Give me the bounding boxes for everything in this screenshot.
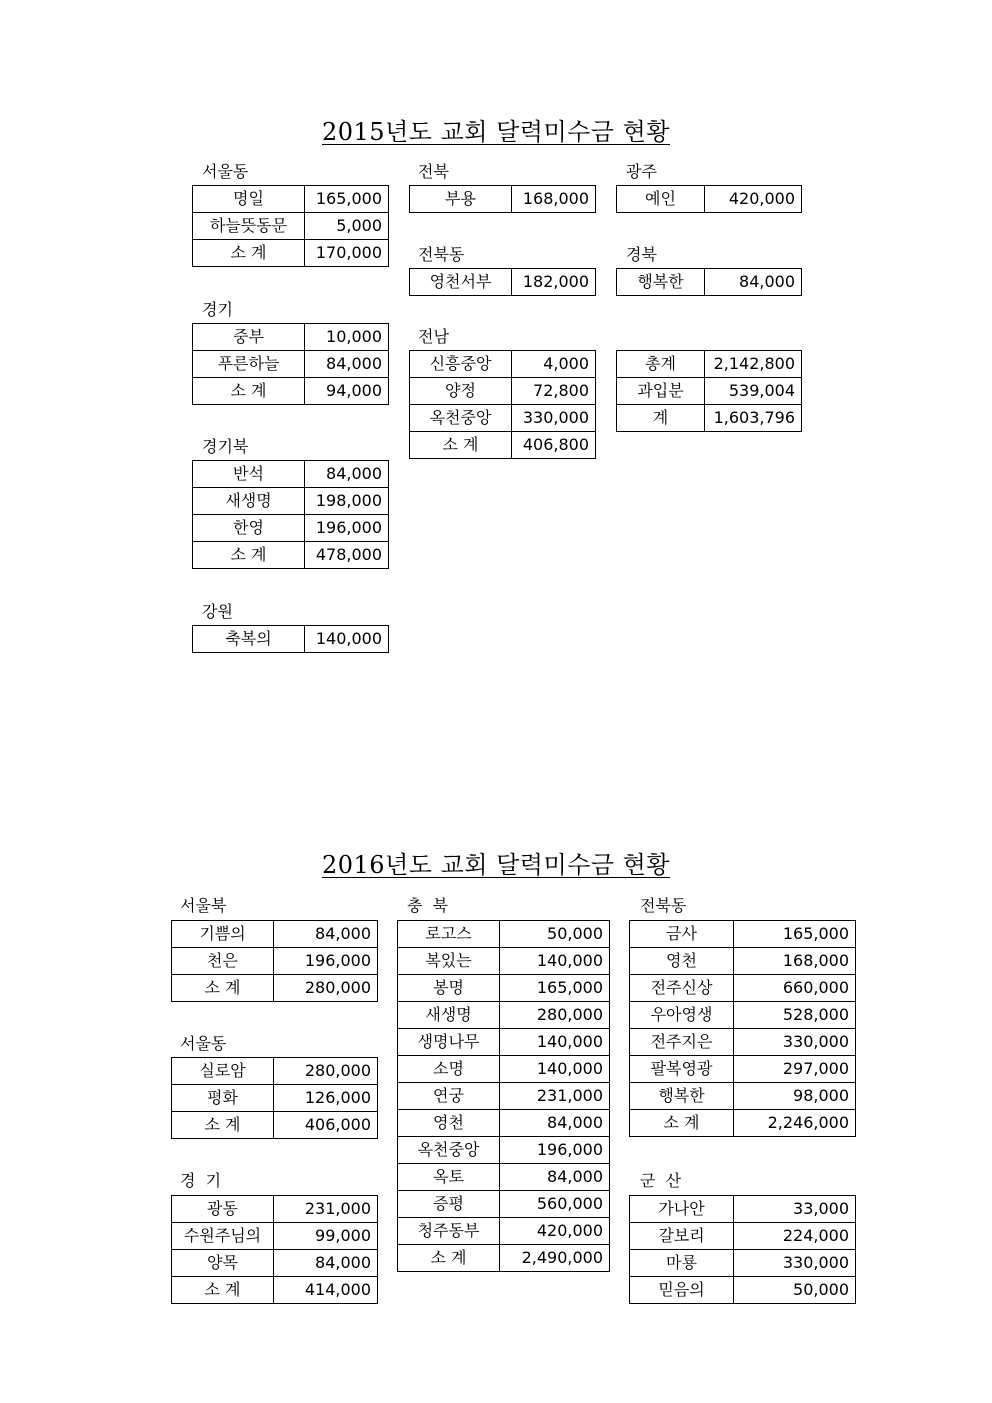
church-name-cell: 과입분	[617, 378, 705, 405]
table-row	[630, 1029, 856, 1056]
amount-cell: 182,000	[512, 269, 596, 296]
title-2016	[0, 850, 992, 880]
amount-cell: 94,000	[305, 378, 389, 405]
amount-cell: 165,000	[500, 975, 610, 1002]
church-name-cell: 평화	[172, 1085, 274, 1112]
church-name-cell: 양정	[410, 378, 512, 405]
table-row	[630, 1277, 856, 1304]
church-name-cell: 반석	[193, 461, 305, 488]
table-row	[630, 948, 856, 975]
amount-cell: 406,800	[512, 432, 596, 459]
table-row	[630, 975, 856, 1002]
church-name-cell: 명일	[193, 186, 305, 213]
church-name-cell: 생명나무	[398, 1029, 500, 1056]
church-name-cell: 새생명	[398, 1002, 500, 1029]
table-row	[398, 975, 610, 1002]
church-name-cell: 연궁	[398, 1083, 500, 1110]
amount-cell: 406,000	[274, 1112, 378, 1139]
table-row	[617, 186, 802, 213]
amount-cell: 140,000	[500, 1029, 610, 1056]
table-row	[410, 351, 596, 378]
amount-cell: 84,000	[274, 921, 378, 948]
church-name-cell: 우아영생	[630, 1002, 734, 1029]
section-label-2016-seoul-buk: 서울북	[180, 896, 227, 915]
table-row	[172, 1085, 378, 1112]
section-label-2016-chungbuk: 충 북	[407, 896, 449, 915]
amount-cell: 84,000	[500, 1164, 610, 1191]
amount-cell: 84,000	[274, 1250, 378, 1277]
amount-cell: 196,000	[305, 515, 389, 542]
table-2016-gunsan	[629, 1195, 856, 1304]
amount-cell: 660,000	[734, 975, 856, 1002]
table-2015-jeonbuk	[409, 185, 596, 213]
table-row	[617, 351, 802, 378]
section-label-2015-gwangju: 광주	[626, 162, 657, 181]
table-row	[630, 921, 856, 948]
church-name-cell: 소 계	[172, 975, 274, 1002]
table-row	[398, 921, 610, 948]
amount-cell: 560,000	[500, 1191, 610, 1218]
amount-cell: 478,000	[305, 542, 389, 569]
table-row	[398, 1110, 610, 1137]
table-row	[630, 1002, 856, 1029]
table-2016-seoul-dong	[171, 1057, 378, 1139]
amount-cell: 140,000	[305, 626, 389, 653]
amount-cell: 33,000	[734, 1196, 856, 1223]
table-row	[398, 1083, 610, 1110]
title-2016-text: 2016년도 교회 달력미수금 현황	[322, 851, 670, 879]
church-name-cell: 로고스	[398, 921, 500, 948]
section-label-2016-gunsan: 군 산	[640, 1171, 682, 1190]
amount-cell: 72,800	[512, 378, 596, 405]
church-name-cell: 전주지은	[630, 1029, 734, 1056]
amount-cell: 2,246,000	[734, 1110, 856, 1137]
amount-cell: 165,000	[305, 186, 389, 213]
table-row	[398, 1218, 610, 1245]
church-name-cell: 팔복영광	[630, 1056, 734, 1083]
church-name-cell: 새생명	[193, 488, 305, 515]
table-row	[398, 1002, 610, 1029]
table-row	[617, 269, 802, 296]
table-row	[172, 975, 378, 1002]
table-row	[172, 1196, 378, 1223]
church-name-cell: 신흥중앙	[410, 351, 512, 378]
table-2015-summary	[616, 350, 802, 432]
church-name-cell: 하늘뜻동문	[193, 213, 305, 240]
amount-cell: 528,000	[734, 1002, 856, 1029]
church-name-cell: 소 계	[172, 1277, 274, 1304]
church-name-cell: 기쁨의	[172, 921, 274, 948]
amount-cell: 231,000	[274, 1196, 378, 1223]
church-name-cell: 청주동부	[398, 1218, 500, 1245]
table-row	[398, 1164, 610, 1191]
amount-cell: 10,000	[305, 324, 389, 351]
amount-cell: 420,000	[500, 1218, 610, 1245]
church-name-cell: 증평	[398, 1191, 500, 1218]
church-name-cell: 소 계	[398, 1245, 500, 1272]
amount-cell: 165,000	[734, 921, 856, 948]
church-name-cell: 소명	[398, 1056, 500, 1083]
amount-cell: 330,000	[734, 1250, 856, 1277]
table-2015-jeonnam	[409, 350, 596, 459]
amount-cell: 198,000	[305, 488, 389, 515]
table-row	[193, 461, 389, 488]
amount-cell: 196,000	[500, 1137, 610, 1164]
amount-cell: 84,000	[305, 351, 389, 378]
table-row	[617, 405, 802, 432]
church-name-cell: 한영	[193, 515, 305, 542]
table-row	[630, 1110, 856, 1137]
table-2015-jeonbuk-dong	[409, 268, 596, 296]
church-name-cell: 믿음의	[630, 1277, 734, 1304]
church-name-cell: 부용	[410, 186, 512, 213]
amount-cell: 50,000	[734, 1277, 856, 1304]
church-name-cell: 봉명	[398, 975, 500, 1002]
amount-cell: 50,000	[500, 921, 610, 948]
section-label-2016-gyeonggi: 경 기	[180, 1171, 222, 1190]
church-name-cell: 수원주님의	[172, 1223, 274, 1250]
table-row	[193, 488, 389, 515]
church-name-cell: 옥천중앙	[398, 1137, 500, 1164]
table-row	[172, 921, 378, 948]
amount-cell: 280,000	[274, 975, 378, 1002]
table-2016-chungbuk	[397, 920, 610, 1272]
church-name-cell: 복있는	[398, 948, 500, 975]
table-row	[172, 948, 378, 975]
church-name-cell: 예인	[617, 186, 705, 213]
amount-cell: 420,000	[705, 186, 802, 213]
section-label-2015-gyeonggi-buk: 경기북	[202, 437, 249, 456]
church-name-cell: 금사	[630, 921, 734, 948]
amount-cell: 5,000	[305, 213, 389, 240]
table-row	[398, 1191, 610, 1218]
church-name-cell: 실로암	[172, 1058, 274, 1085]
church-name-cell: 광동	[172, 1196, 274, 1223]
table-row	[193, 324, 389, 351]
table-row	[410, 186, 596, 213]
table-row	[193, 240, 389, 267]
church-name-cell: 총계	[617, 351, 705, 378]
church-name-cell: 소 계	[172, 1112, 274, 1139]
amount-cell: 140,000	[500, 948, 610, 975]
amount-cell: 280,000	[500, 1002, 610, 1029]
amount-cell: 98,000	[734, 1083, 856, 1110]
church-name-cell: 마룡	[630, 1250, 734, 1277]
table-row	[398, 948, 610, 975]
church-name-cell: 가나안	[630, 1196, 734, 1223]
table-row	[172, 1277, 378, 1304]
section-label-2015-jeonbuk-dong: 전북동	[418, 245, 465, 264]
table-row	[410, 378, 596, 405]
amount-cell: 168,000	[512, 186, 596, 213]
amount-cell: 224,000	[734, 1223, 856, 1250]
amount-cell: 170,000	[305, 240, 389, 267]
table-row	[193, 186, 389, 213]
church-name-cell: 천은	[172, 948, 274, 975]
table-2016-jeonbuk-dong	[629, 920, 856, 1137]
table-row	[410, 405, 596, 432]
church-name-cell: 전주신상	[630, 975, 734, 1002]
table-row	[410, 432, 596, 459]
table-row	[410, 269, 596, 296]
section-label-2015-gyeongbuk: 경북	[626, 245, 657, 264]
table-row	[617, 378, 802, 405]
table-2015-gyeongbuk	[616, 268, 802, 296]
amount-cell: 280,000	[274, 1058, 378, 1085]
amount-cell: 330,000	[512, 405, 596, 432]
table-row	[193, 542, 389, 569]
table-row	[193, 626, 389, 653]
amount-cell: 140,000	[500, 1056, 610, 1083]
church-name-cell: 소 계	[193, 542, 305, 569]
church-name-cell: 영천	[398, 1110, 500, 1137]
section-label-2015-jeonnam: 전남	[418, 327, 449, 346]
church-name-cell: 소 계	[630, 1110, 734, 1137]
table-row	[172, 1223, 378, 1250]
table-row	[193, 515, 389, 542]
section-label-2015-seoul-dong: 서울동	[202, 162, 249, 181]
table-row	[172, 1058, 378, 1085]
church-name-cell: 양목	[172, 1250, 274, 1277]
table-row	[193, 378, 389, 405]
church-name-cell: 옥천중앙	[410, 405, 512, 432]
church-name-cell: 갈보리	[630, 1223, 734, 1250]
amount-cell: 99,000	[274, 1223, 378, 1250]
amount-cell: 539,004	[705, 378, 802, 405]
amount-cell: 2,490,000	[500, 1245, 610, 1272]
section-label-2015-jeonbuk: 전북	[418, 162, 449, 181]
table-2016-seoul-buk	[171, 920, 378, 1002]
title-2015	[0, 117, 992, 147]
table-2015-gyeonggi	[192, 323, 389, 405]
amount-cell: 414,000	[274, 1277, 378, 1304]
table-row	[398, 1056, 610, 1083]
church-name-cell: 계	[617, 405, 705, 432]
amount-cell: 84,000	[305, 461, 389, 488]
amount-cell: 330,000	[734, 1029, 856, 1056]
table-2015-gwangju	[616, 185, 802, 213]
church-name-cell: 행복한	[617, 269, 705, 296]
church-name-cell: 영천	[630, 948, 734, 975]
table-row	[398, 1029, 610, 1056]
table-row	[172, 1112, 378, 1139]
table-2015-gangwon	[192, 625, 389, 653]
section-label-2016-seoul-dong: 서울동	[180, 1034, 227, 1053]
church-name-cell: 소 계	[193, 240, 305, 267]
section-label-2015-gangwon: 강원	[202, 602, 233, 621]
section-label-2016-jeonbuk-dong: 전북동	[640, 896, 687, 915]
table-row	[172, 1250, 378, 1277]
church-name-cell: 행복한	[630, 1083, 734, 1110]
amount-cell: 168,000	[734, 948, 856, 975]
table-row	[398, 1137, 610, 1164]
amount-cell: 196,000	[274, 948, 378, 975]
table-row	[193, 351, 389, 378]
table-2015-gyeonggi-buk	[192, 460, 389, 569]
amount-cell: 84,000	[500, 1110, 610, 1137]
church-name-cell: 옥토	[398, 1164, 500, 1191]
section-label-2015-gyeonggi: 경기	[202, 300, 233, 319]
table-row	[398, 1245, 610, 1272]
table-row	[630, 1223, 856, 1250]
church-name-cell: 축복의	[193, 626, 305, 653]
amount-cell: 84,000	[705, 269, 802, 296]
amount-cell: 231,000	[500, 1083, 610, 1110]
amount-cell: 297,000	[734, 1056, 856, 1083]
amount-cell: 4,000	[512, 351, 596, 378]
table-2015-seoul-dong	[192, 185, 389, 267]
church-name-cell: 소 계	[193, 378, 305, 405]
church-name-cell: 중부	[193, 324, 305, 351]
title-2015-text: 2015년도 교회 달력미수금 현황	[322, 118, 670, 146]
table-row	[630, 1250, 856, 1277]
church-name-cell: 푸른하늘	[193, 351, 305, 378]
table-row	[630, 1083, 856, 1110]
table-row	[630, 1056, 856, 1083]
church-name-cell: 영천서부	[410, 269, 512, 296]
amount-cell: 2,142,800	[705, 351, 802, 378]
church-name-cell: 소 계	[410, 432, 512, 459]
table-2016-gyeonggi	[171, 1195, 378, 1304]
table-row	[193, 213, 389, 240]
amount-cell: 1,603,796	[705, 405, 802, 432]
table-row	[630, 1196, 856, 1223]
amount-cell: 126,000	[274, 1085, 378, 1112]
